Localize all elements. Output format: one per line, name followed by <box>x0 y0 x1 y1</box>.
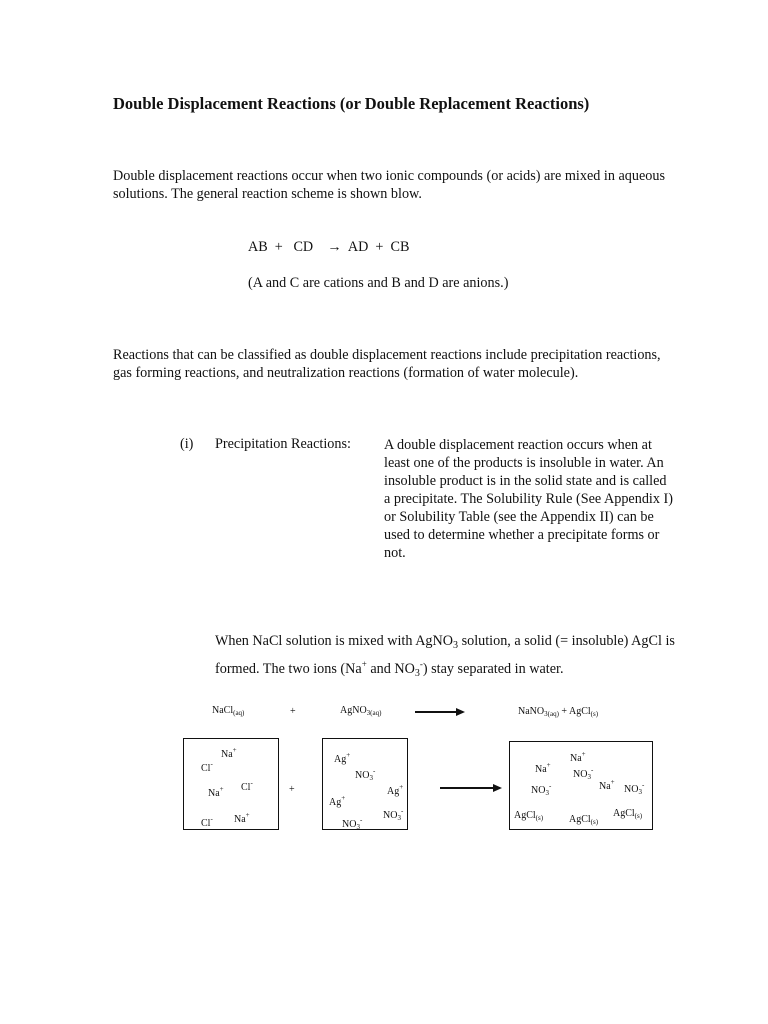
example-text-4: ) stay separated in water. <box>422 661 564 677</box>
equation-note: (A and C are cations and B and D are anions.) <box>248 275 509 291</box>
plus-sign-bottom: + <box>289 784 295 795</box>
charge: + <box>219 785 224 793</box>
state: (s) <box>535 814 544 822</box>
example-sub-1: 3 <box>453 640 459 651</box>
reaction-arrow-top <box>415 711 463 713</box>
charge: + <box>546 761 551 769</box>
symbol: Na <box>208 788 220 799</box>
state: (s) <box>590 710 599 718</box>
ag-ion <box>387 781 403 798</box>
symbol: NO <box>573 769 588 780</box>
classification-paragraph: Reactions that can be classified as double displacement reactions include precipitation reactions, gas forming reactions, and neutralization reactions (formation of water molecule). <box>113 347 661 381</box>
charge: + <box>245 811 250 819</box>
symbol: NO <box>383 810 398 821</box>
cl-ion <box>241 777 253 794</box>
formula: Na <box>518 706 530 717</box>
intro-paragraph: Double displacement reactions occur when two ionic compounds (or acids) are mixed in aqueous solutions. The general reaction scheme is shown blow. <box>113 168 665 202</box>
agcl-precipitate <box>569 814 598 828</box>
example-paragraph <box>215 632 675 683</box>
reaction-arrow-bottom <box>440 787 500 789</box>
reactant-agno3-label <box>340 705 381 719</box>
na-ion <box>570 748 586 765</box>
symbol: Cl <box>201 818 211 829</box>
formula: AgNO <box>340 705 367 716</box>
charge: - <box>590 766 594 774</box>
symbol: NO <box>355 770 370 781</box>
subscript: 3 <box>397 814 401 822</box>
example-sup-2: + <box>361 659 367 669</box>
na-ion <box>234 809 250 826</box>
symbol: Na <box>570 753 582 764</box>
agcl-precipitate <box>514 810 543 824</box>
symbol: Cl <box>241 782 251 793</box>
nitrate-ion <box>573 764 593 783</box>
symbol: Ag <box>334 754 347 765</box>
agcl-precipitate <box>613 808 642 822</box>
charge: - <box>372 767 376 775</box>
section-description: A double displacement reaction occurs when at least one of the products is insoluble in water. An insoluble product is in the solid state and is called a precipitate. The Solubility Rule (See Appendix I) or Solubility Table (see the Appendix II) can be used to determine whether a precipitate forms or not. <box>384 437 673 561</box>
symbol: Na <box>535 764 547 775</box>
formula: AgCl <box>514 810 536 821</box>
section-number: (i) <box>180 436 194 452</box>
symbol: Na <box>234 814 246 825</box>
charge: - <box>548 782 552 790</box>
nitrate-ion <box>624 779 644 798</box>
example-text-2: solution, a solid (= insoluble) AgCl is formed. The two ions (Na <box>215 633 675 677</box>
formula: NaCl <box>212 705 234 716</box>
state: (s) <box>590 818 599 826</box>
charge: - <box>641 781 645 789</box>
general-equation: AB + CD → AD + CB <box>248 239 410 255</box>
subscript: 3 <box>638 788 642 796</box>
example-text-1: When NaCl solution is mixed with AgNO <box>215 633 454 649</box>
subscript: 3 <box>545 789 549 797</box>
subscript: 3 <box>544 710 548 718</box>
charge: + <box>610 778 615 786</box>
charge: + <box>399 783 404 791</box>
symbol: NO <box>531 785 546 796</box>
charge: - <box>359 816 363 824</box>
charge: - <box>250 779 253 787</box>
symbol: NO <box>342 819 357 830</box>
formula: AgCl <box>613 808 635 819</box>
state: (s) <box>634 812 643 820</box>
ag-ion <box>329 792 345 809</box>
charge: + <box>341 794 346 802</box>
symbol: Ag <box>387 786 400 797</box>
symbol: Ag <box>329 797 342 808</box>
charge: + <box>581 750 586 758</box>
na-ion <box>599 776 615 793</box>
agno3-solution-box <box>322 738 408 830</box>
formula: NO <box>529 706 545 717</box>
na-ion <box>208 783 224 800</box>
charge: - <box>400 807 404 815</box>
products-box <box>509 741 653 830</box>
example-sub-3: 3 <box>414 668 420 679</box>
page-title: Double Displacement Reactions (or Double Replacement Reactions) <box>113 94 590 113</box>
state: (aq) <box>547 710 559 718</box>
plus-sign-top: + <box>290 706 296 717</box>
section-label: Precipitation Reactions: <box>215 436 351 452</box>
charge: - <box>210 760 213 768</box>
charge: + <box>346 751 351 759</box>
cl-ion <box>201 813 213 830</box>
ag-ion <box>334 749 350 766</box>
symbol: Cl <box>201 763 211 774</box>
na-ion <box>535 759 551 776</box>
subscript: 3 <box>356 823 360 831</box>
example-sup-3: - <box>419 659 423 669</box>
nitrate-ion <box>342 814 362 833</box>
nitrate-ion <box>383 805 403 824</box>
symbol: Na <box>599 781 611 792</box>
formula: AgCl <box>569 814 591 825</box>
state: (aq) <box>370 709 382 717</box>
formula: + AgCl <box>558 706 591 717</box>
symbol: Na <box>221 749 233 760</box>
charge: - <box>210 815 213 823</box>
charge: + <box>232 746 237 754</box>
products-label <box>518 706 598 720</box>
subscript: 3 <box>587 773 591 781</box>
nitrate-ion <box>531 780 551 799</box>
symbol: NO <box>624 784 639 795</box>
na-ion <box>221 744 237 761</box>
reactant-nacl-label <box>212 705 244 719</box>
state: (aq) <box>233 709 245 717</box>
nitrate-ion <box>355 765 375 784</box>
subscript: 3 <box>366 709 371 717</box>
cl-ion <box>201 758 213 775</box>
nacl-solution-box <box>183 738 279 830</box>
subscript: 3 <box>369 774 373 782</box>
example-text-3: and NO <box>366 661 415 677</box>
